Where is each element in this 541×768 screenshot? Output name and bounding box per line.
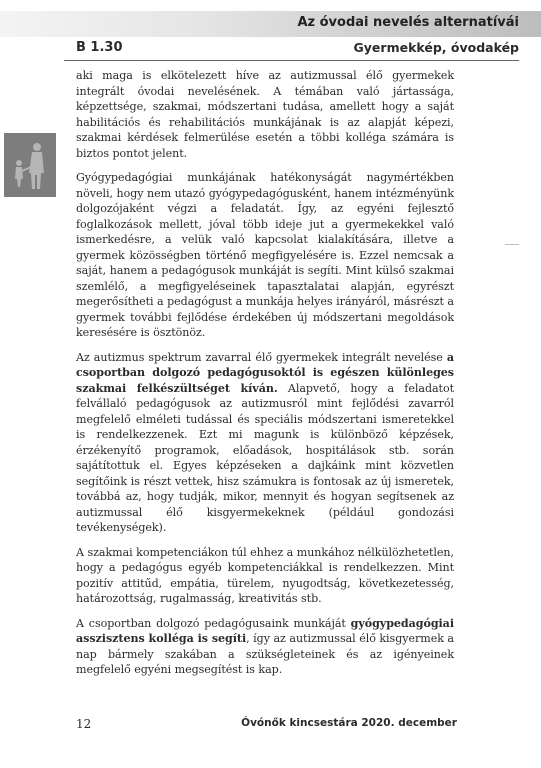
text-run: , így az autizmussal élő kisgyermek a nap bármely szakában a szükségleteinek és az igényeinek megfelelő egyéni megsegítést is kap. — [76, 632, 454, 676]
text-run: Gyógypedagógiai munkájának hatékonyságát nagymértékben növeli, hogy nem utazó gyógypedagógusként, hanem intézményünk dolgozójaként végzi a feladatát. Így, az egyéni fejlesztő foglalkozások mellett, jóval több ideje jut a gyermekekkel való ismerkedésre, a velük való kapcsolat kialakítására, illetve a gyermek közösségben történő megfigyelésére is. Ezzel nemcsak a saját, hanem a pedagógusok munkáját is segíti. Mint külső szakmai szemlélő, a megfigyeléseinek tapasztalatai alapján, egyrészt megerősítheti a pedagógust a munkája helyes irányáról, másrészt a gyermek további fejlődése érdekében új módszertani megoldások keresésére is ösztönöz. — [76, 171, 454, 339]
text-run: A csoportban dolgozó pedagógusaink munkáját — [76, 616, 351, 630]
article-body — [76, 68, 454, 687]
paragraph — [76, 616, 454, 678]
header-divider — [64, 60, 519, 61]
section-title: Az óvodai nevelés alternatívái — [297, 15, 519, 30]
side-tab — [4, 133, 56, 197]
text-run: Az autizmus spektrum zavarral élő gyermekek integrált nevelése — [76, 350, 447, 364]
text-run: aki maga is elkötelezett híve az autizmussal élő gyermekek integrált óvodai nevelésének. A témában való jártassága, képzettsége, szakmai, módszertani tudása, amellett hogy a saját habilitációs és rehabilitációs munkájának is az alapját képezi, szakmai kérdések felmerülése esetén a többi kolléga számára is biztos pontot jelent. — [76, 69, 454, 160]
emphasis-text: gyógypedagógiai asszisztens kolléga is segíti — [76, 616, 454, 645]
mother-and-child-silhouette-icon — [4, 133, 56, 197]
paragraph — [76, 350, 454, 536]
article-code: B 1.30 — [76, 40, 123, 55]
paragraph — [76, 170, 454, 341]
paragraph — [76, 545, 454, 607]
text-run: A szakmai kompetenciákon túl ehhez a munkához nélkülözhetetlen, hogy a pedagógus egyéb kompetenciákkal is rendelkezzen. Mint pozitív attitűd, empátia, türelem, nyugodtság, következetesség, határozottság, rugalmasság, kreativitás stb. — [76, 545, 454, 605]
emphasis-text: a csoportban dolgozó pedagógusoktól is egészen különleges szakmai felkészültséget kíván. — [76, 350, 454, 395]
paragraph — [76, 68, 454, 161]
magazine-title: Óvónők kincsestára 2020. december — [241, 717, 457, 729]
text-run: Alapvető, hogy a feladatot felvállaló pedagógusok az autizmusról mint fejlődési zavarról megfelelő elméleti tudással és speciális módszertani ismeretekkel is rendelkezzenek. Ezt mi magunk is különböző képzések, érzékenyítő programok, előadások, hospitálások stb. során sajátítottuk el. Egyes képzéseken a dajkáink mint közvetlen segítőink is részt vettek, hisz számukra is fontosak az új ismeretek, továbbá az, hogy tudják, mikor, mennyit és hogyan segítsenek az autizmussal élő kisgyermekeknek (például gondozási tevékenységek). — [76, 381, 455, 534]
page-number: 12 — [76, 717, 92, 731]
margin-mark — [505, 244, 519, 245]
chapter-subtitle: Gyermekkép, óvodakép — [353, 40, 519, 55]
